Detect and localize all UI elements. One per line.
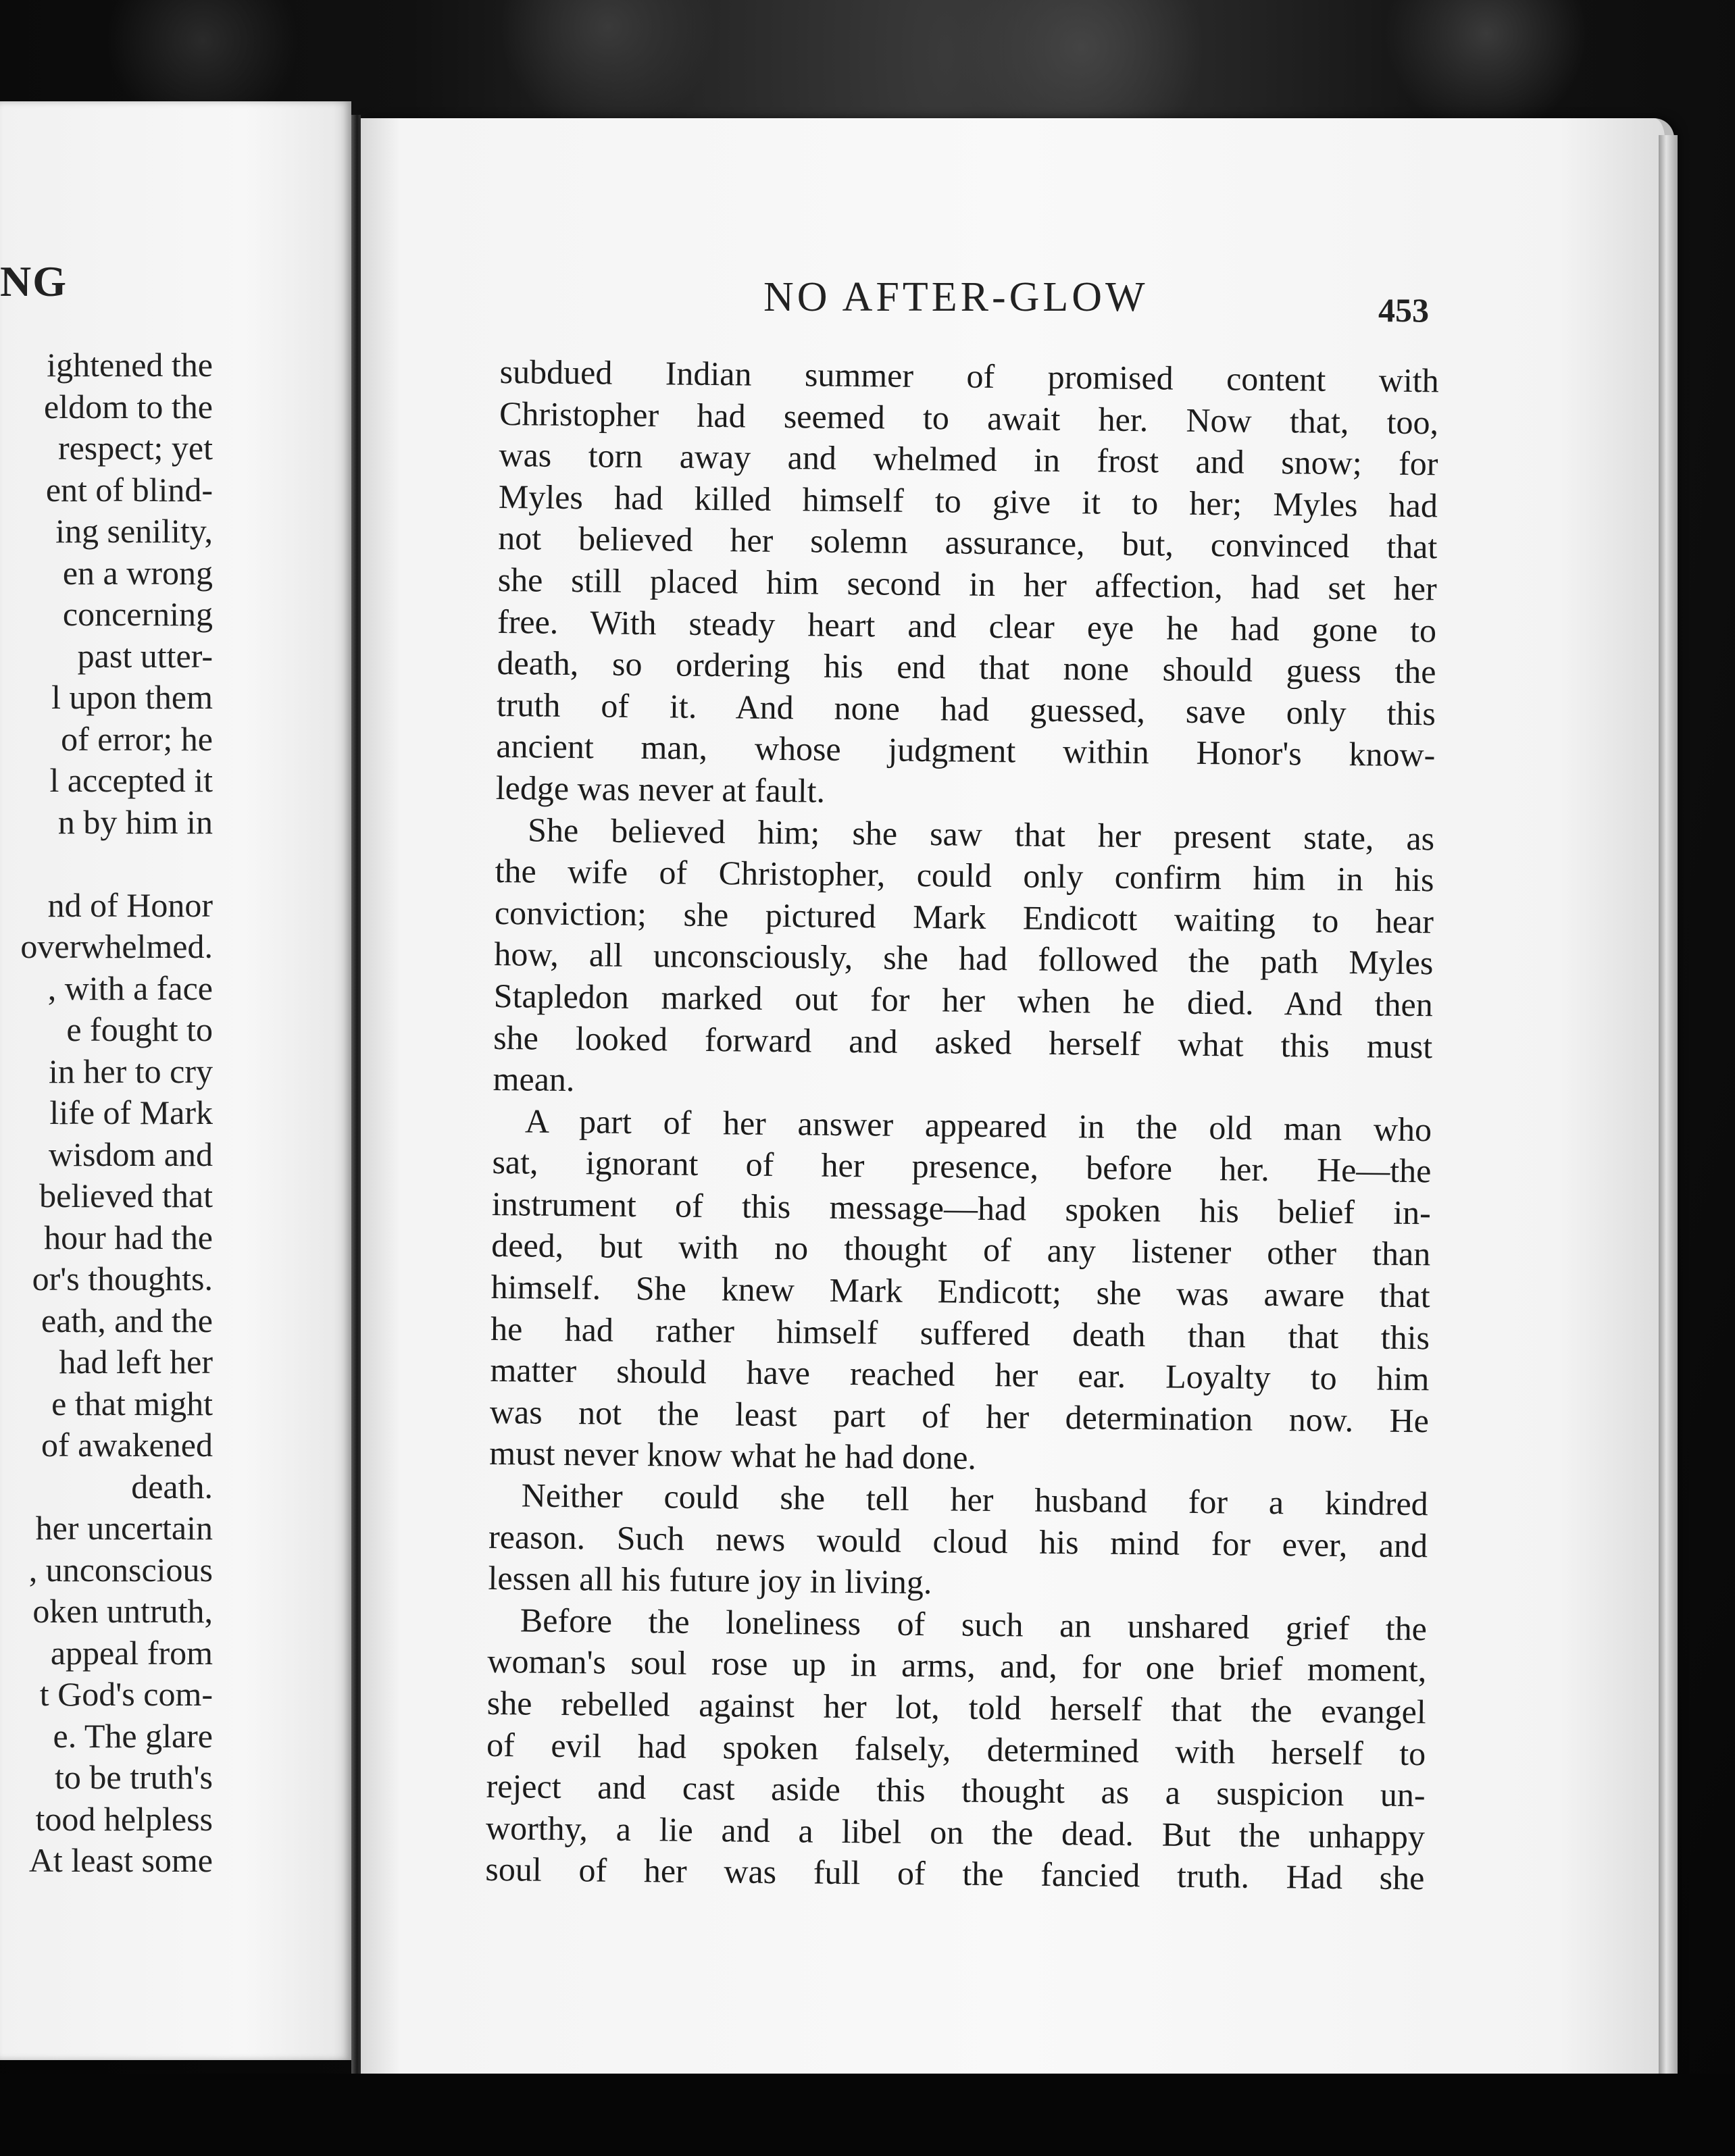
left-text-line: ightened the (47, 346, 213, 384)
text-line: instrument of this message—had spoken his belief in- (491, 1184, 1432, 1232)
text-line: he had rather himself suffered death than that this (490, 1309, 1430, 1356)
text-line: Neither could she tell her husband for a kindred (521, 1476, 1428, 1523)
left-text-line: ing senility, (55, 512, 213, 550)
left-text-line: wisdom and (48, 1135, 213, 1173)
text-line: truth of it. And none had guessed, save only this (496, 685, 1436, 733)
bottom-background (0, 2074, 1735, 2156)
text-line: she rebelled against her lot, told herself that the evangel (486, 1683, 1426, 1731)
left-running-head: NG (0, 257, 68, 305)
text-line: mean. (493, 1060, 575, 1099)
text-line: A part of her answer appeared in the old man who (524, 1102, 1432, 1148)
left-page-text (20, 344, 213, 1882)
left-text-line: believed that (39, 1177, 213, 1214)
text-line: death, so ordering his end that none should guess the (497, 644, 1436, 691)
text-line: Christopher had seemed to await her. Now that, too, (499, 394, 1439, 441)
left-text-line: to be truth's (55, 1758, 213, 1796)
text-line: the wife of Christopher, could only confirm him in his (495, 852, 1434, 899)
left-text-line: concerning (62, 595, 213, 633)
left-text-line: overwhelmed. (20, 927, 213, 965)
text-line: she still placed him second in her affection, had set her (497, 560, 1437, 608)
text-line: woman's soul rose up in arms, and, for one brief moment, (487, 1642, 1427, 1689)
left-text-line: tood helpless (35, 1799, 213, 1838)
text-line: ancient man, whose judgment within Honor's know- (496, 727, 1436, 774)
left-text-line: of awakened (41, 1426, 213, 1464)
text-line: free. With steady heart and clear eye he had gone to (497, 602, 1437, 649)
text-line: subdued Indian summer of promised content with (499, 352, 1439, 400)
left-text-line: her uncertain (35, 1509, 213, 1547)
left-text-line: in her to cry (49, 1052, 213, 1090)
text-line: of evil had spoken falsely, determined with herself to (486, 1725, 1426, 1772)
text-line: lessen all his future joy in living. (488, 1559, 932, 1601)
text-line: matter should have reached her ear. Loyalty to him (490, 1351, 1430, 1398)
left-text-line: e. The glare (53, 1716, 213, 1755)
text-line: himself. She knew Mark Endicott; she was aware that (491, 1268, 1430, 1315)
left-text-line: eath, and the (41, 1301, 213, 1339)
text-line: soul of her was full of the fancied truth. Had she (485, 1850, 1425, 1897)
left-text-line: respect; yet (57, 429, 213, 467)
text-line: must never know what he had done. (489, 1434, 977, 1477)
left-text-line: nd of Honor (47, 886, 213, 924)
text-line: reason. Such news would cloud his mind for ever, and (488, 1517, 1428, 1564)
text-line: was not the least part of her determination now. He (489, 1392, 1430, 1440)
text-line: deed, but with no thought of any listener other than (491, 1226, 1431, 1273)
left-text-line: appeal from (50, 1633, 213, 1672)
left-text-line: or's thoughts. (32, 1260, 213, 1298)
left-text-line: life of Mark (49, 1094, 213, 1131)
left-text-line: n by him in (57, 802, 213, 841)
left-text-line: ent of blind- (45, 470, 213, 509)
left-text-line: eldom to the (44, 387, 213, 426)
left-text-line: t God's com- (39, 1675, 213, 1713)
text-line: She believed him; she saw that her present state, as (527, 810, 1435, 857)
left-page (0, 101, 351, 2060)
left-text-line: , unconscious (28, 1550, 213, 1589)
left-text-line: oken untruth, (32, 1592, 213, 1630)
text-line: sat, ignorant of her presence, before her. He—the (492, 1143, 1432, 1190)
text-line: she looked forward and asked herself what this must (493, 1018, 1433, 1065)
left-text-line (20, 843, 213, 885)
left-text-line: had left her (59, 1343, 213, 1381)
text-line: conviction; she pictured Mark Endicott waiting to hear (494, 893, 1434, 941)
left-text-line: e fought to (66, 1010, 213, 1048)
text-line: was torn away and whelmed in frost and snow; for (499, 436, 1438, 483)
text-line: not believed her solemn assurance, but, convinced that (498, 519, 1438, 566)
left-text-line: e that might (51, 1384, 213, 1422)
left-text-line: hour had the (44, 1218, 213, 1256)
left-text-line: l upon them (51, 678, 213, 716)
left-text-line: l accepted it (49, 761, 213, 799)
text-line: how, all unconsciously, she had followed the path Myles (494, 935, 1434, 982)
text-line: worthy, a lie and a libel on the dead. But the unhappy (485, 1808, 1426, 1856)
text-line: ledge was never at fault. (495, 768, 826, 810)
text-line: Stapledon marked out for her when he died. And then (493, 976, 1434, 1024)
left-text-line: At least some (28, 1841, 213, 1879)
text-line: Before the loneliness of such an unshared grief the (520, 1601, 1428, 1648)
text-line: reject and cast aside this thought as a suspicion un- (486, 1767, 1426, 1814)
left-text-line: death. (131, 1467, 213, 1506)
left-text-line: en a wrong (62, 553, 213, 592)
body-text (485, 351, 1439, 1899)
left-text-line: past utter- (77, 636, 213, 675)
running-head: NO AFTER-GLOW (763, 274, 1149, 320)
page-number: 453 (1378, 291, 1429, 329)
text-line: Myles had killed himself to give it to her; Myles had (498, 477, 1438, 525)
book-gutter (351, 115, 361, 2074)
page-edge (1659, 135, 1678, 2074)
left-text-line: , with a face (47, 969, 213, 1007)
left-text-line: of error; he (61, 719, 213, 758)
